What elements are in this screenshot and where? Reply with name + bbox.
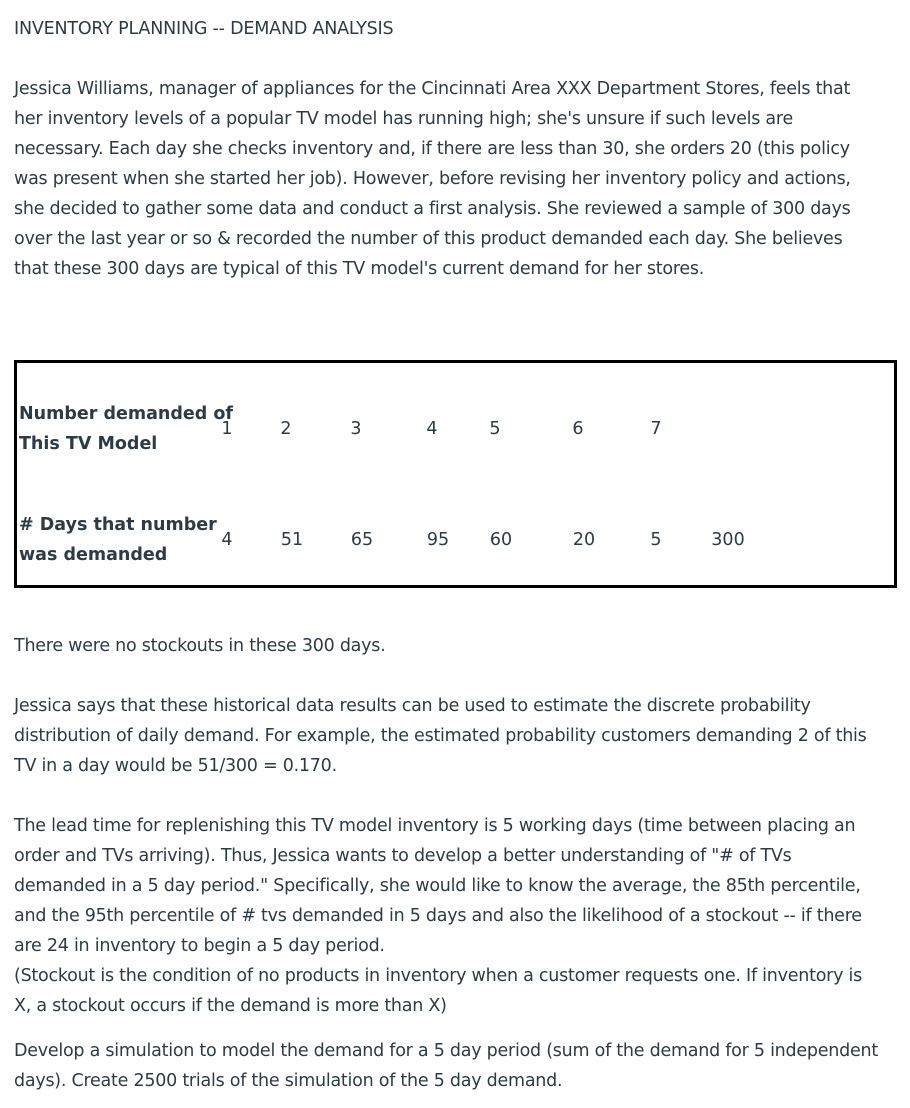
intro-line: she decided to gather some data and conduct a first analysis. She reviewed a sample of 300 days xyxy=(14,199,851,219)
demand-value: 3 xyxy=(350,419,362,439)
lead-time-line: The lead time for replenishing this TV model inventory is 5 working days (time between placing an xyxy=(14,816,856,836)
demand-table xyxy=(14,360,897,588)
demand-value: 6 xyxy=(572,419,584,439)
stockout-note: There were no stockouts in these 300 days. xyxy=(14,636,386,656)
lead-time-line: demanded in a 5 day period." Specifically, she would like to know the average, the 85th percentile, xyxy=(14,876,861,896)
page-title: INVENTORY PLANNING -- DEMAND ANALYSIS xyxy=(14,19,394,39)
task-paragraph xyxy=(14,1036,894,1096)
intro-line: necessary. Each day she checks inventory and, if there are less than 30, she orders 20 (this policy xyxy=(14,139,850,159)
lead-time-paragraph xyxy=(14,811,894,1021)
row-label-demand xyxy=(19,399,233,459)
demand-value: 4 xyxy=(426,419,438,439)
days-total: 300 xyxy=(711,530,745,550)
row-label-line: was demanded xyxy=(19,545,168,565)
estimate-line: distribution of daily demand. For example, the estimated probability customers demanding 2 of this xyxy=(14,726,867,746)
days-value: 60 xyxy=(489,530,513,550)
intro-line: was present when she started her job). However, before revising her inventory policy and actions, xyxy=(14,169,851,189)
days-value: 95 xyxy=(426,530,450,550)
task-line: days). Create 2500 trials of the simulation of the 5 day demand. xyxy=(14,1071,563,1091)
row-label-days xyxy=(19,510,217,570)
lead-time-line: are 24 in inventory to begin a 5 day period. xyxy=(14,936,385,956)
row-label-line: Number demanded of xyxy=(19,404,234,424)
lead-time-line: (Stockout is the condition of no products in inventory when a customer requests one. If inventory is xyxy=(14,966,862,986)
intro-line: Jessica Williams, manager of appliances for the Cincinnati Area XXX Department Stores, feels that xyxy=(14,79,851,99)
demand-value: 7 xyxy=(650,419,662,439)
lead-time-line: X, a stockout occurs if the demand is more than X) xyxy=(14,996,447,1016)
days-value: 4 xyxy=(221,530,233,550)
days-value: 51 xyxy=(280,530,304,550)
row-label-line: This TV Model xyxy=(19,434,158,454)
lead-time-line: and the 95th percentile of # tvs demanded in 5 days and also the likelihood of a stockout -- if there xyxy=(14,906,862,926)
days-value: 65 xyxy=(350,530,374,550)
days-value: 5 xyxy=(650,530,662,550)
row-label-line: # Days that number xyxy=(19,515,217,535)
estimate-line: TV in a day would be 51/300 = 0.170. xyxy=(14,756,337,776)
estimate-paragraph xyxy=(14,691,894,781)
days-value: 20 xyxy=(572,530,596,550)
demand-value: 5 xyxy=(489,419,501,439)
intro-paragraph xyxy=(14,74,894,284)
intro-line: her inventory levels of a popular TV model has running high; she's unsure if such levels are xyxy=(14,109,793,129)
demand-value: 2 xyxy=(280,419,292,439)
lead-time-line: order and TVs arriving). Thus, Jessica wants to develop a better understanding of "# of TVs xyxy=(14,846,792,866)
estimate-line: Jessica says that these historical data results can be used to estimate the discrete probability xyxy=(14,696,811,716)
task-line: Develop a simulation to model the demand for a 5 day period (sum of the demand for 5 independent xyxy=(14,1041,878,1061)
demand-value: 1 xyxy=(221,419,233,439)
intro-line: that these 300 days are typical of this TV model's current demand for her stores. xyxy=(14,259,705,279)
intro-line: over the last year or so & recorded the number of this product demanded each day. She believes xyxy=(14,229,843,249)
